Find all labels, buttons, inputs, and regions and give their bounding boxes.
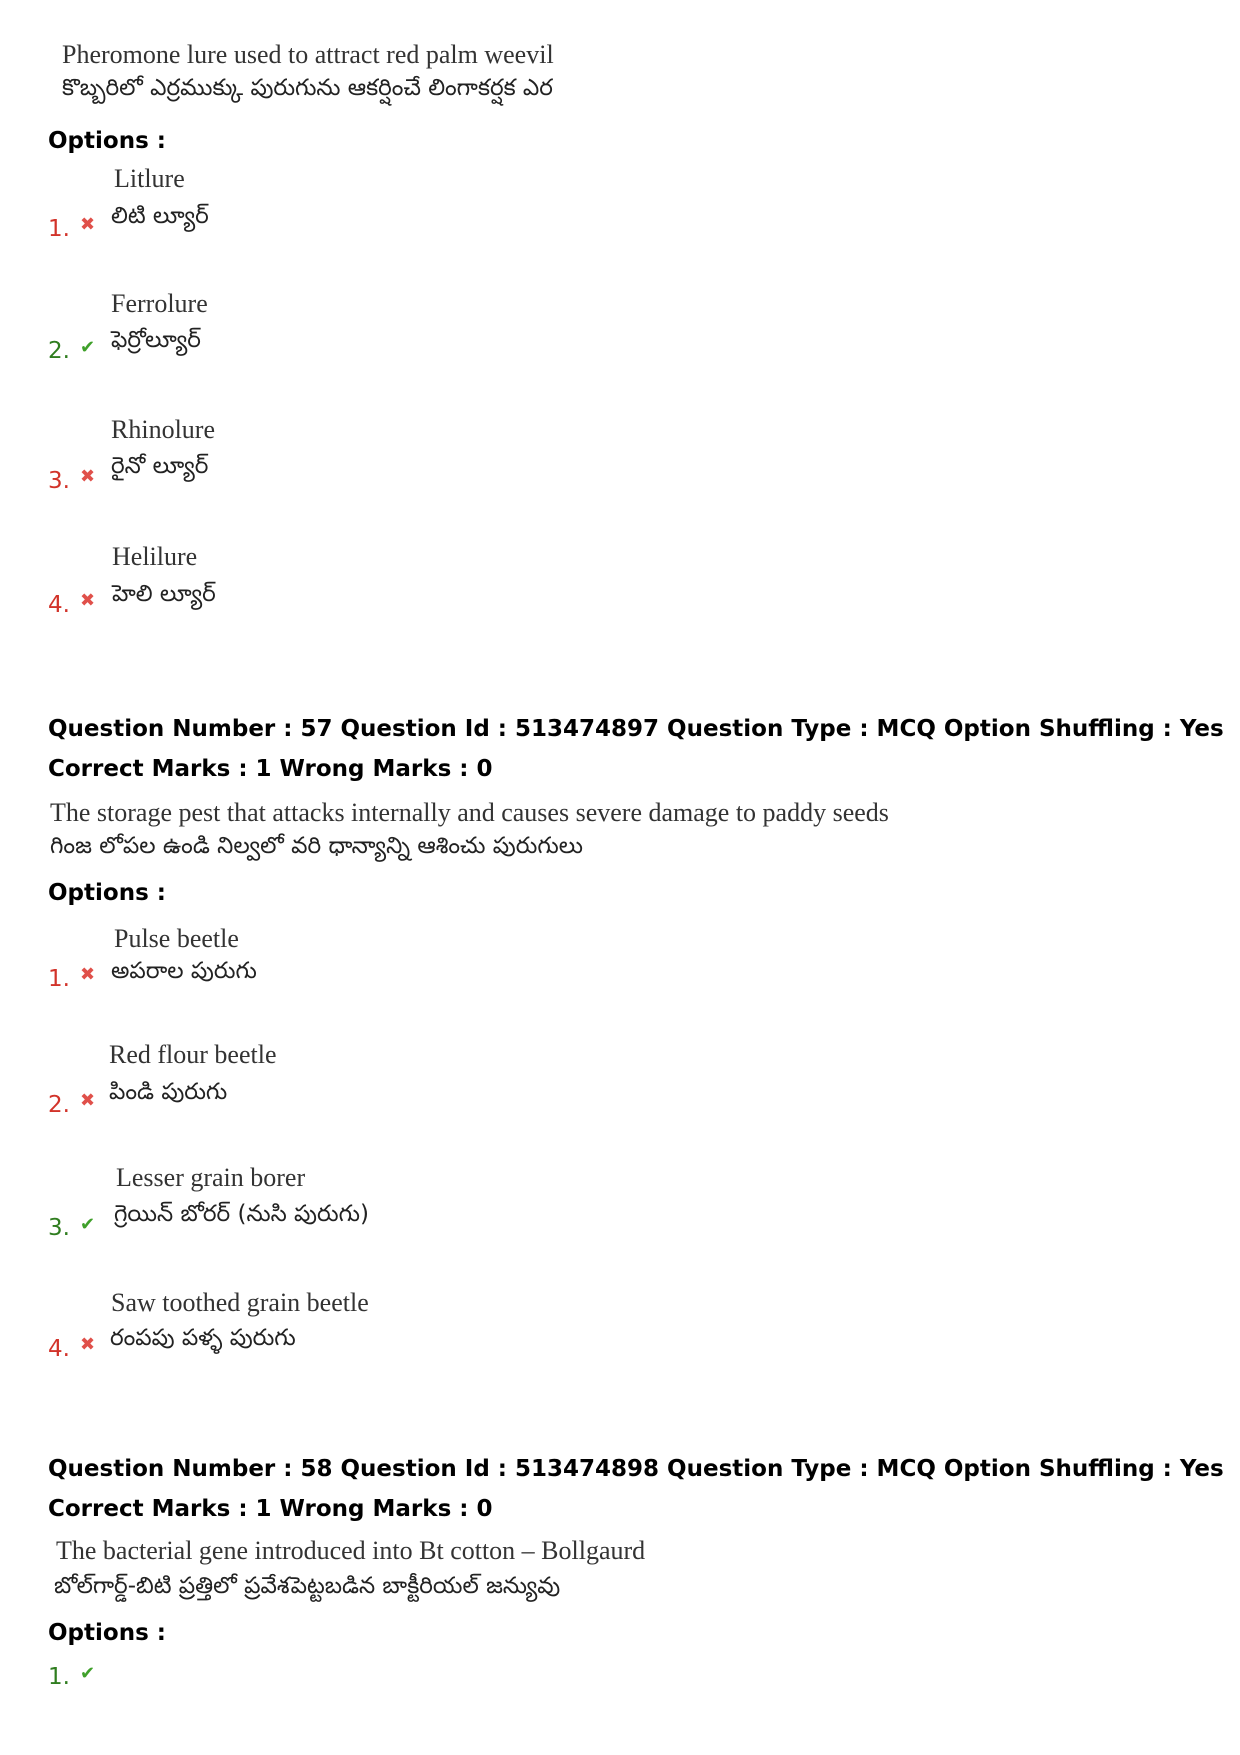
q58-option-1-correct-icon: ✔ [80, 1663, 96, 1684]
q57-option-2-number: 2. [48, 1092, 70, 1118]
q57-option-4-te: రంపపు పళ్ళ పురుగు [110, 1325, 296, 1351]
q56-option-4-en: Helilure [112, 542, 198, 571]
q57-option-4-number: 4. [48, 1336, 70, 1362]
q58-stem-te: బోల్‌గార్డ్-బిటి ప్రత్తిలో ప్రవేశపెట్టబడిన బాక్టీరియల్ జన్యువు [54, 1573, 561, 1599]
q56-stem-en: Pheromone lure used to attract red palm weevil [62, 40, 554, 69]
q57-option-3-correct-icon: ✔ [80, 1214, 96, 1235]
q58-stem-en: The bacterial gene introduced into Bt cotton – Bollgaurd [56, 1536, 646, 1565]
q56-option-1-wrong-icon: ✖ [80, 214, 96, 235]
q57-option-2-en: Red flour beetle [109, 1040, 277, 1069]
q57-option-1-en: Pulse beetle [114, 924, 239, 953]
q57-option-3-number: 3. [48, 1215, 70, 1241]
q57-option-2-te: పిండి పురుగు [109, 1079, 228, 1105]
q57-options-label: Options : [48, 880, 166, 906]
q57-option-1-wrong-icon: ✖ [80, 964, 96, 985]
q57-meta-line-2: Correct Marks : 1 Wrong Marks : 0 [48, 756, 493, 782]
q56-option-4-te: హెలి ల్యూర్ [112, 581, 216, 607]
q57-option-3-te: గ్రెయిన్ బోరర్ (నుసి పురుగు) [114, 1201, 369, 1227]
q58-meta-line-1: Question Number : 58 Question Id : 513474898 Question Type : MCQ Option Shuffling : Yes [48, 1456, 1224, 1482]
q58-meta-line-2: Correct Marks : 1 Wrong Marks : 0 [48, 1496, 493, 1522]
q56-option-3-number: 3. [48, 468, 70, 494]
q57-stem-te: గింజ లోపల ఉండి నిల్వలో వరి ధాన్యాన్ని ఆశించు పురుగులు [50, 833, 583, 859]
q56-option-2-number: 2. [48, 338, 70, 364]
q56-option-1-number: 1. [48, 216, 70, 242]
q57-option-2-wrong-icon: ✖ [80, 1090, 96, 1111]
q56-option-3-en: Rhinolure [111, 415, 215, 444]
q57-option-4-wrong-icon: ✖ [80, 1334, 96, 1355]
q57-option-1-te: అపరాల పురుగు [111, 958, 257, 984]
q56-option-2-correct-icon: ✔ [80, 337, 96, 358]
q57-stem-en: The storage pest that attacks internally and causes severe damage to paddy seeds [50, 798, 889, 827]
q56-option-4-wrong-icon: ✖ [80, 590, 96, 611]
q56-option-3-wrong-icon: ✖ [80, 466, 96, 487]
q58-option-1-number: 1. [48, 1664, 70, 1690]
q57-option-1-number: 1. [48, 966, 70, 992]
q57-option-3-en: Lesser grain borer [116, 1163, 306, 1192]
q56-option-3-te: రైనో ల్యూర్ [111, 453, 209, 479]
q56-option-1-en: Litlure [114, 164, 185, 193]
q58-options-label: Options : [48, 1620, 166, 1646]
q57-option-4-en: Saw toothed grain beetle [111, 1288, 369, 1317]
q56-options-label: Options : [48, 128, 166, 154]
q56-stem-te: కొబ్బరిలో ఎర్రముక్కు పురుగును ఆకర్షించే లింగాకర్షక ఎర [62, 75, 553, 101]
q56-option-1-te: లిటి ల్యూర్ [111, 203, 209, 229]
q56-option-2-te: ఫెర్రోల్యూర్ [111, 327, 201, 353]
q56-option-4-number: 4. [48, 592, 70, 618]
q56-option-2-en: Ferrolure [111, 289, 208, 318]
q57-meta-line-1: Question Number : 57 Question Id : 513474897 Question Type : MCQ Option Shuffling : Yes [48, 716, 1224, 742]
